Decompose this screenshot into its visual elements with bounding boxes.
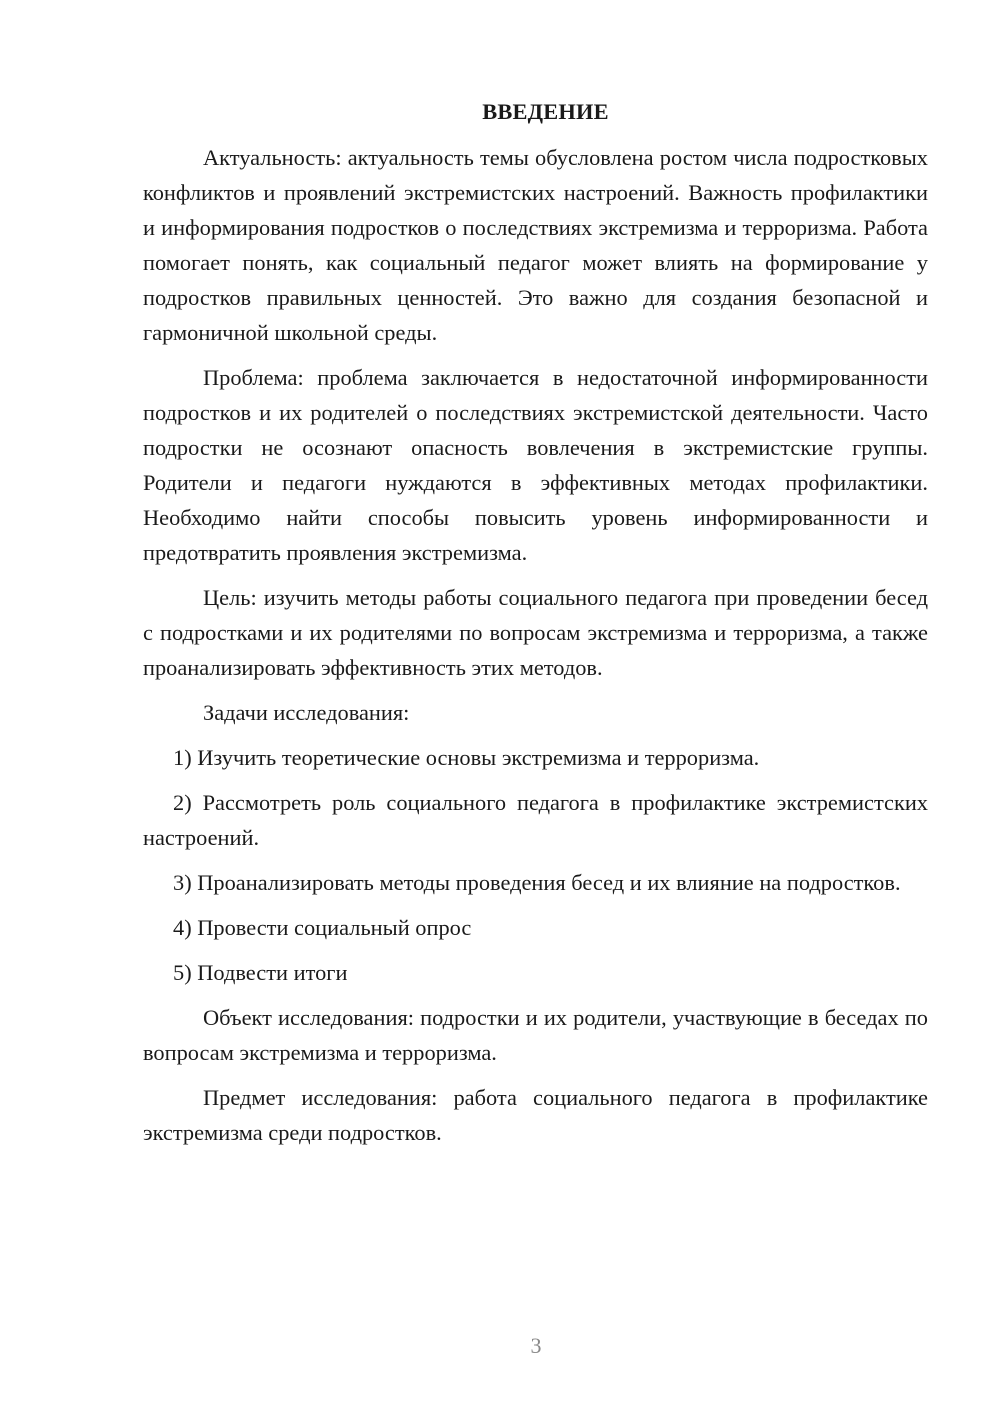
task-item-1: 1) Изучить теоретические основы экстремизма и терроризма. <box>173 745 760 770</box>
task-item-2: 2) Рассмотреть роль социального педагога в профилактике экстремистских настроений. <box>143 790 928 850</box>
task-item-5: 5) Подвести итоги <box>173 960 348 985</box>
paragraph-subject: Предмет исследования: работа социального педагога в профилактике экстремизма среди подростков. <box>143 1085 928 1145</box>
paragraph-object: Объект исследования: подростки и их родители, участвующие в беседах по вопросам экстремизма и терроризма. <box>143 1005 928 1065</box>
paragraph-relevance: Актуальность: актуальность темы обусловлена ростом числа подростковых конфликтов и проявлений экстремистских настроений. Важность профилактики и информирования подростков о последствиях экстремизма и терроризма. Работа помогает понять, как социальный педагог может влиять на формирование у подростков правильных ценностей. Это важно для создания безопасной и гармоничной школьной среды. <box>143 145 928 345</box>
task-item-3: 3) Проанализировать методы проведения бесед и их влияние на подростков. <box>173 870 901 895</box>
task-item-4: 4) Провести социальный опрос <box>173 915 472 940</box>
page-content <box>143 94 928 1160</box>
tasks-heading: Задачи исследования: <box>203 700 410 725</box>
page-number: 3 <box>530 1333 542 1358</box>
section-title: ВВЕДЕНИЕ <box>482 99 609 124</box>
paragraph-problem: Проблема: проблема заключается в недостаточной информированности подростков и их родителей о последствиях экстремистской деятельности. Часто подростки не осознают опасность вовлечения в экстремистские группы. Родители и педагоги нуждаются в эффективных методах профилактики. Необходимо найти способы повысить уровень информированности и предотвратить проявления экстремизма. <box>143 365 928 565</box>
paragraph-goal: Цель: изучить методы работы социального педагога при проведении бесед с подростками и их родителями по вопросам экстремизма и терроризма, а также проанализировать эффективность этих методов. <box>143 585 928 680</box>
